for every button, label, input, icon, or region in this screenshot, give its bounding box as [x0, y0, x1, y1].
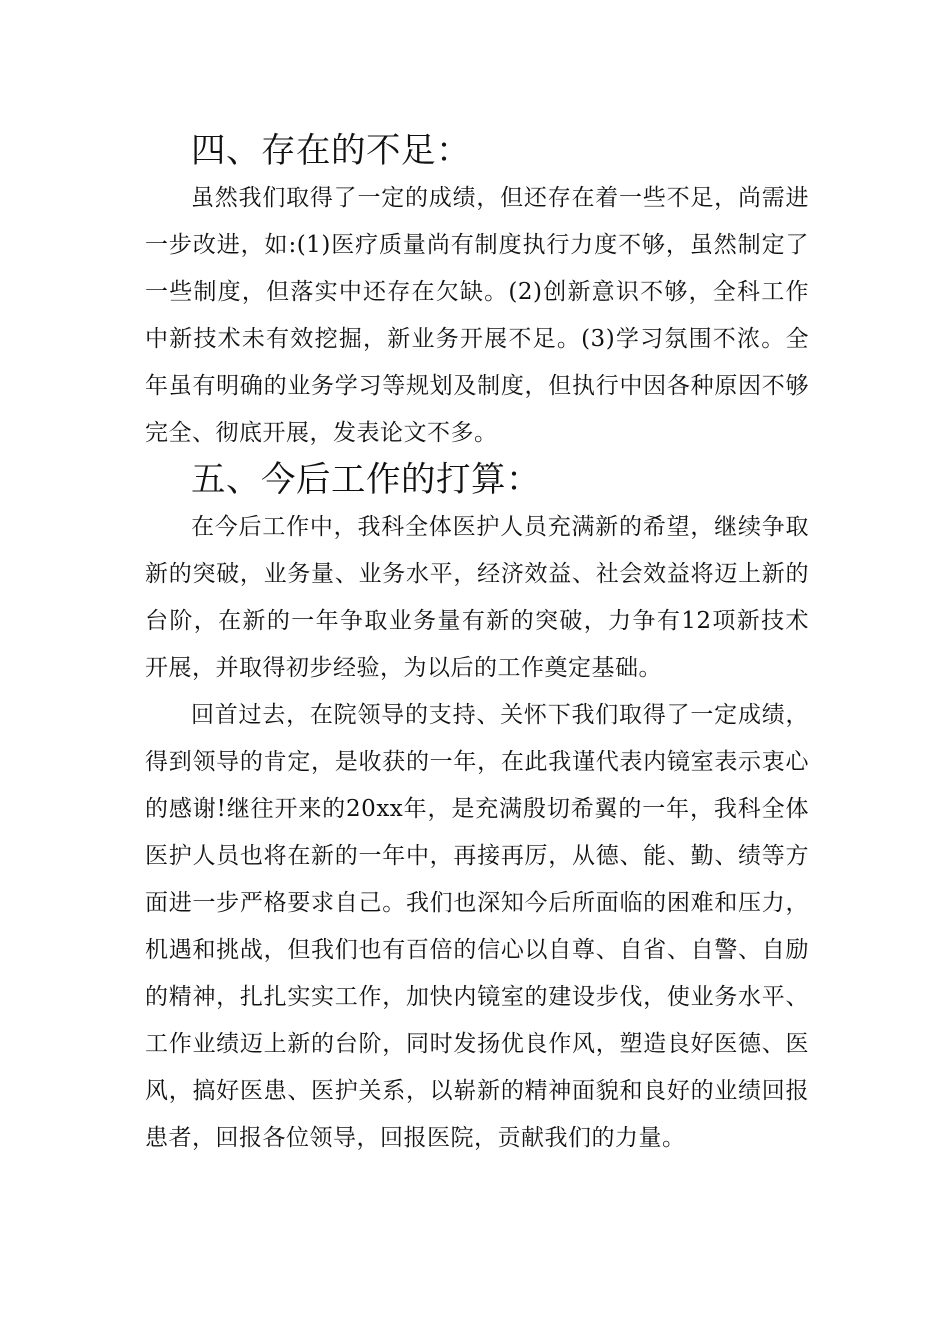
section-5-heading: 五、今后工作的打算： [191, 460, 541, 500]
section-5-paragraph: 在今后工作中，我科全体医护人员充满新的希望，继续争取新的突破，业务量、业务水平，经济效益、社会效益将迈上新的台阶，在新的一年争取业务量有新的突破，力争有12项新技术开展，并取得初步经验，为以后的工作奠定基础。 [145, 514, 809, 681]
section-4-paragraph: 虽然我们取得了一定的成绩，但还存在着一些不足，尚需进一步改进，如:(1)医疗质量尚有制度执行力度不够，虽然制定了一些制度，但落实中还存在欠缺。(2)创新意识不够，全科工作中新技术未有效挖掘，新业务开展不足。(3)学习氛围不浓。全年虽有明确的业务学习等规划及制度，但执行中因各种原因不够完全、彻底开展，发表论文不多。 [145, 185, 809, 446]
conclusion-paragraph: 回首过去，在院领导的支持、关怀下我们取得了一定成绩，得到领导的肯定，是收获的一年，在此我谨代表内镜室表示衷心的感谢!继往开来的20xx年，是充满殷切希翼的一年，我科全体医护人员也将在新的一年中，再接再厉，从德、能、勤、绩等方面进一步严格要求自己。我们也深知今后所面临的困难和压力，机遇和挑战，但我们也有百倍的信心以自尊、自省、自警、自励的精神，扎扎实实工作，加快内镜室的建设步伐，使业务水平、工作业绩迈上新的台阶，同时发扬优良作风，塑造良好医德、医风，搞好医患、医护关系，以崭新的精神面貌和良好的业绩回报患者，回报各位领导，回报医院，贡献我们的力量。 [145, 702, 809, 1151]
document-page [145, 128, 809, 1162]
section-4-heading: 四、存在的不足： [191, 131, 471, 171]
